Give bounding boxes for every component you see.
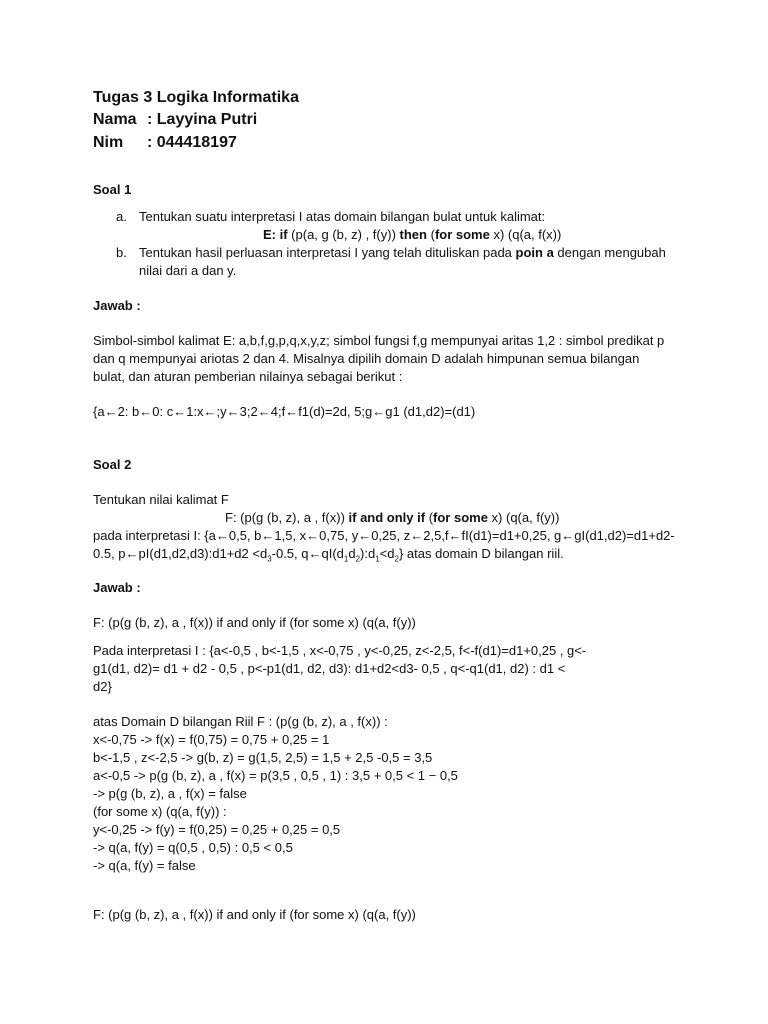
interp-part: d	[348, 546, 356, 561]
name-value: : Layyina Putri	[147, 111, 258, 128]
jawab2-step: -> q(a, f(y) = false	[93, 858, 196, 873]
jawab2-interp-line: d2}	[93, 679, 112, 694]
soal2-interp-line2	[93, 545, 564, 569]
soal2-intro: Tentukan nilai kalimat F	[93, 492, 229, 507]
jawab2-step: (for some x) (q(a, f(y)) :	[93, 804, 227, 819]
soal1-heading: Soal 1	[93, 182, 132, 197]
jawab2-step: b<-1,5 , z<-2,5 -> g(b, z) = g(1,5, 2,5) = 1,5 + 2,5 -0,5 = 3,5	[93, 750, 433, 765]
interp-part: <d	[379, 546, 395, 561]
jawab2-step: y<-0,25 -> f(y) = f(0,25) = 0,25 + 0,25 = 0,5	[93, 822, 341, 837]
jawab2-step: -> q(a, f(y) = q(0,5 , 0,5) : 0,5 < 0,5	[93, 840, 293, 855]
interp-sub: 3	[267, 554, 272, 564]
formula-part: (	[425, 510, 434, 525]
formula-for-some: for some	[433, 510, 488, 525]
soal1-a-text: Tentukan suatu interpretasi I atas domain bilangan bulat untuk kalimat:	[139, 209, 546, 224]
formula-part: F: (p(g (b, z), a , f(x))	[225, 510, 349, 525]
nim-label: Nim	[93, 134, 124, 151]
soal1-b-text-part: Tentukan hasil perluasan interpretasi I yang telah dituliskan pada	[139, 245, 516, 260]
jawab1-para-line: Simbol-simbol kalimat E: a,b,f,g,p,q,x,y,z; simbol fungsi f,g mempunyai aritas 1,2 : simbol predikat p	[93, 333, 665, 348]
jawab2-step: -> p(g (b, z), a , f(x) = false	[93, 786, 247, 801]
document-title: Tugas 3 Logika Informatika	[93, 89, 299, 106]
jawab1-heading: Jawab :	[93, 298, 141, 313]
name-label: Nama	[93, 111, 137, 128]
jawab1-para-line: bulat, dan aturan pemberian nilainya sebagai berikut :	[93, 369, 403, 384]
formula-part: x) (q(a, f(y))	[487, 510, 560, 525]
name-row	[93, 109, 257, 131]
soal1-b-text	[139, 244, 666, 262]
jawab2-heading: Jawab :	[93, 580, 141, 595]
jawab2-step: atas Domain D bilangan Riil F : (p(g (b, z), a , f(x)) :	[93, 714, 388, 729]
jawab2-interp-line: g1(d1, d2)= d1 + d2 - 0,5 , p<-p1(d1, d2, d3): d1+d2<d3- 0,5 , q<-q1(d1, d2) : d1 <	[93, 661, 566, 676]
formula-iff: if and only if	[348, 510, 426, 525]
jawab2-final-line: F: (p(g (b, z), a , f(x)) if and only if (for some x) (q(a, f(y))	[93, 907, 416, 922]
nim-value: : 044418197	[147, 134, 237, 151]
jawab2-interp-line: Pada interpretasi I : {a<-0,5 , b<-1,5 , x<-0,75 , y<-0,25, z<-2,5, f<-f(d1)=d1+0,25 , g<-	[93, 643, 587, 658]
jawab1-para-line: dan q mempunyai ariotas 2 dan 4. Misalnya dipilih domain D adalah himpunan semua bilangan	[93, 351, 640, 366]
formula-for-some: for some	[434, 227, 490, 242]
soal1-a-letter: a.	[116, 209, 127, 224]
interp-sub: 1	[343, 554, 349, 564]
interp-part: ):d	[360, 546, 376, 561]
jawab2-f-line: F: (p(g (b, z), a , f(x)) if and only if (for some x) (q(a, f(y))	[93, 615, 416, 630]
formula-part: (	[426, 227, 435, 242]
interp-sub: 2	[394, 554, 399, 564]
soal2-formula	[225, 509, 559, 527]
soal1-b-text-part: dengan mengubah	[553, 245, 666, 260]
soal2-interp-line1: pada interpretasi I: {a←0,5, b←1,5, x←0,75, y←0,25, z←2,5,f←fI(d1)=d1+0,25, g←gI(d1,d2)=d1+d2-	[93, 528, 675, 543]
soal1-b-poin-a: poin a	[515, 245, 554, 260]
formula-e-if: E: if	[263, 227, 288, 242]
interp-sub: 1	[375, 554, 380, 564]
soal1-b-text-line2: nilai dari a dan y.	[139, 263, 237, 278]
jawab2-step: a<-0,5 -> p(g (b, z), a , f(x) = p(3,5 , 0,5 , 1) : 3,5 + 0,5 < 1 − 0,5	[93, 768, 458, 783]
interp-part: 0.5, p←pI(d1,d2,d3):d1+d2 <d	[93, 546, 268, 561]
interp-part: -0.5, q←qI(d	[271, 546, 344, 561]
interp-part: } atas domain D bilangan riil.	[398, 546, 564, 561]
soal1-b-letter: b.	[116, 245, 127, 260]
nim-row	[93, 132, 237, 154]
jawab1-assignment: {a←2: b←0: c←1:x←;y←3;2←4;f←f1(d)=2d, 5;g←g1 (d1,d2)=(d1)	[93, 404, 476, 419]
formula-part: (p(a, g (b, z) , f(y))	[287, 227, 400, 242]
interp-sub: 2	[355, 554, 361, 564]
jawab2-step: x<-0,75 -> f(x) = f(0,75) = 0,75 + 0,25 = 1	[93, 732, 330, 747]
formula-part: x) (q(a, f(x))	[489, 227, 562, 242]
soal1-formula	[263, 226, 561, 244]
soal2-heading: Soal 2	[93, 457, 132, 472]
formula-then: then	[399, 227, 427, 242]
